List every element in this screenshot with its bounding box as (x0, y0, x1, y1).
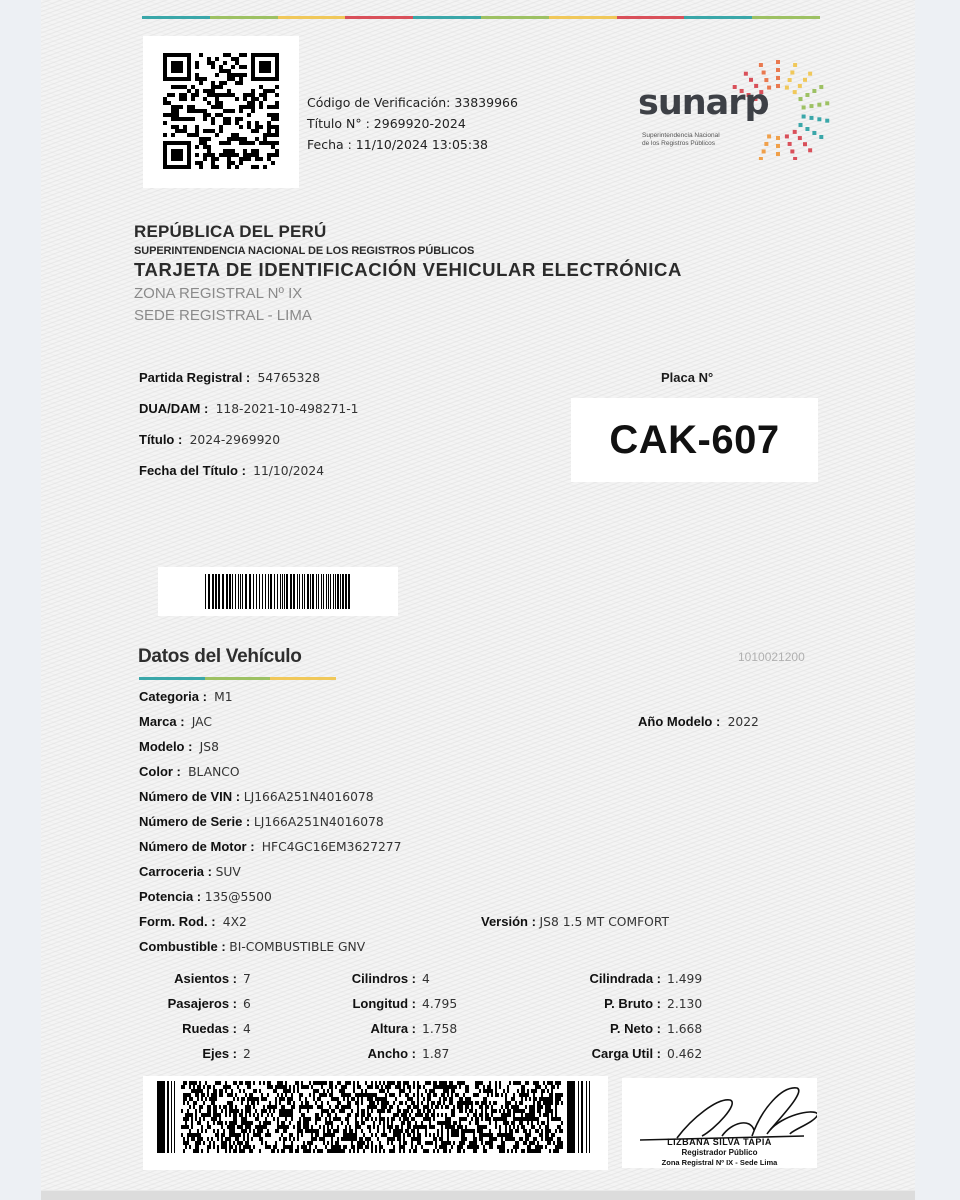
serie-field (139, 814, 384, 829)
anio-value: 2022 (727, 715, 759, 729)
registry-zone: ZONA REGISTRAL Nº IX (134, 285, 303, 302)
anio-field (638, 714, 759, 729)
spec-label: Carga Util : (591, 1046, 661, 1061)
motor-label: Número de Motor : (139, 839, 255, 854)
version-value: JS8 1.5 MT COMFORT (539, 915, 669, 929)
document-header (134, 222, 682, 324)
spec-label: Asientos : (174, 971, 237, 986)
spec-cilindros (281, 971, 430, 986)
qr-code-icon (163, 53, 279, 169)
registrar-name: LIZBANA SILVA TAPIA (667, 1137, 772, 1147)
marca-value: JAC (191, 715, 212, 729)
spec-label: Cilindrada : (589, 971, 661, 986)
spec-value: 1.758 (422, 1022, 458, 1036)
potencia-label: Potencia : (139, 889, 202, 904)
verification-info (307, 92, 518, 155)
plate-number: CAK-607 (609, 417, 780, 462)
pdf417-barcode (143, 1076, 608, 1170)
spec-longitud (281, 996, 457, 1011)
serie-value: LJ166A251N4016078 (253, 815, 384, 829)
document-title: TARJETA DE IDENTIFICACIÓN VEHICULAR ELECTRÓNICA (134, 259, 682, 280)
potencia-value: 135@5500 (204, 890, 272, 904)
spec-p-neto (521, 1021, 702, 1036)
spec-value: 4 (422, 972, 430, 986)
dua-field (139, 401, 359, 416)
formrod-value: 4X2 (222, 915, 247, 929)
titulo-label: Título : (139, 432, 183, 447)
spec-value: 1.668 (667, 1022, 703, 1036)
spec-value: 4 (243, 1022, 251, 1036)
spec-value: 4.795 (422, 997, 458, 1011)
spec-ancho (281, 1046, 449, 1061)
potencia-field (139, 889, 272, 904)
logo-subtitle-line1: Superintendencia Nacional (642, 132, 720, 139)
sunarp-logo (638, 50, 833, 160)
anio-label: Año Modelo : (638, 714, 721, 729)
bottom-bar (41, 1190, 915, 1200)
plate-label: Placa N° (661, 370, 714, 385)
spec-label: Ruedas : (182, 1021, 237, 1036)
spec-label: P. Neto : (609, 1021, 661, 1036)
carroceria-value: SUV (215, 865, 241, 879)
formrod-label: Form. Rod. : (139, 914, 216, 929)
spec-value: 7 (243, 972, 251, 986)
serie-label: Número de Serie : (139, 814, 251, 829)
logo-subtitle (642, 132, 720, 148)
spec-pasajeros (121, 996, 251, 1011)
fecha-titulo-field (139, 463, 324, 478)
color-value: BLANCO (188, 765, 240, 779)
vehicle-id-card (41, 0, 915, 1190)
logo-wordmark: sunarp (638, 83, 769, 123)
barcode (158, 567, 398, 616)
vin-field (139, 789, 374, 804)
spec-label: Ancho : (367, 1046, 416, 1061)
spec-label: Altura : (370, 1021, 416, 1036)
spec-value: 2.130 (667, 997, 703, 1011)
registrar-zone: Zona Registral Nº IX - Sede Lima (661, 1158, 778, 1167)
spec-value: 1.499 (667, 972, 703, 986)
spec-label: Pasajeros : (167, 996, 237, 1011)
marca-field (139, 714, 212, 729)
spec-value: 0.462 (667, 1047, 703, 1061)
color-field (139, 764, 240, 779)
spec-ejes (121, 1046, 251, 1061)
spec-value: 6 (243, 997, 251, 1011)
modelo-label: Modelo : (139, 739, 193, 754)
dua-label: DUA/DAM : (139, 401, 209, 416)
spec-label: Cilindros : (351, 971, 416, 986)
partida-value: 54765328 (257, 371, 321, 385)
fecha-titulo-label: Fecha del Título : (139, 463, 246, 478)
spec-label: P. Bruto : (604, 996, 661, 1011)
combustible-label: Combustible : (139, 939, 226, 954)
logo-subtitle-line2: de los Registros Públicos (642, 140, 715, 147)
version-field (481, 914, 669, 929)
dua-value: 118-2021-10-498271-1 (215, 402, 359, 416)
titulo-value: 2024-2969920 (189, 433, 281, 447)
plate-box (571, 398, 818, 482)
spec-asientos (121, 971, 251, 986)
registrar-role: Registrador Público (681, 1148, 758, 1157)
pdf417-barcode-icon (157, 1081, 594, 1153)
registry-office: SEDE REGISTRAL - LIMA (134, 307, 312, 324)
spec-value: 1.87 (422, 1047, 450, 1061)
partida-field (139, 370, 320, 385)
color-label: Color : (139, 764, 181, 779)
spec-altura (281, 1021, 457, 1036)
registrar-signature (622, 1078, 817, 1168)
color-strip (142, 16, 820, 19)
vehicle-section-title: Datos del Vehículo (138, 646, 302, 667)
country: REPÚBLICA DEL PERÚ (134, 222, 327, 241)
spec-carga-util (521, 1046, 702, 1061)
fecha-titulo-value: 11/10/2024 (253, 464, 325, 478)
qr-code (143, 36, 299, 188)
version-label: Versión : (481, 914, 536, 929)
carroceria-field (139, 864, 241, 879)
formrod-field (139, 914, 247, 929)
section-underline (139, 677, 336, 680)
spec-label: Longitud : (352, 996, 416, 1011)
spec-value: 2 (243, 1047, 251, 1061)
vin-value: LJ166A251N4016078 (243, 790, 374, 804)
categoria-field (139, 689, 233, 704)
spec-p-bruto (521, 996, 702, 1011)
agency: SUPERINTENDENCIA NACIONAL DE LOS REGISTROS PÚBLICOS (134, 245, 475, 257)
spec-label: Ejes : (202, 1046, 237, 1061)
marca-label: Marca : (139, 714, 185, 729)
document-code: 1010021200 (738, 650, 805, 664)
partida-label: Partida Registral : (139, 370, 251, 385)
categoria-label: Categoria : (139, 689, 207, 704)
issue-datetime: Fecha : 11/10/2024 13:05:38 (307, 137, 488, 152)
categoria-value: M1 (214, 690, 233, 704)
motor-field (139, 839, 401, 854)
modelo-field (139, 739, 219, 754)
modelo-value: JS8 (199, 740, 219, 754)
motor-value: HFC4GC16EM3627277 (261, 840, 402, 854)
spec-ruedas (121, 1021, 251, 1036)
verification-code: Código de Verificación: 33839966 (307, 95, 518, 110)
combustible-field (139, 939, 365, 954)
spec-cilindrada (521, 971, 702, 986)
title-number: Título N° : 2969920-2024 (307, 116, 466, 131)
carroceria-label: Carroceria : (139, 864, 212, 879)
combustible-value: BI-COMBUSTIBLE GNV (229, 940, 366, 954)
titulo-field (139, 432, 280, 447)
barcode-icon (205, 574, 351, 609)
vin-label: Número de VIN : (139, 789, 241, 804)
